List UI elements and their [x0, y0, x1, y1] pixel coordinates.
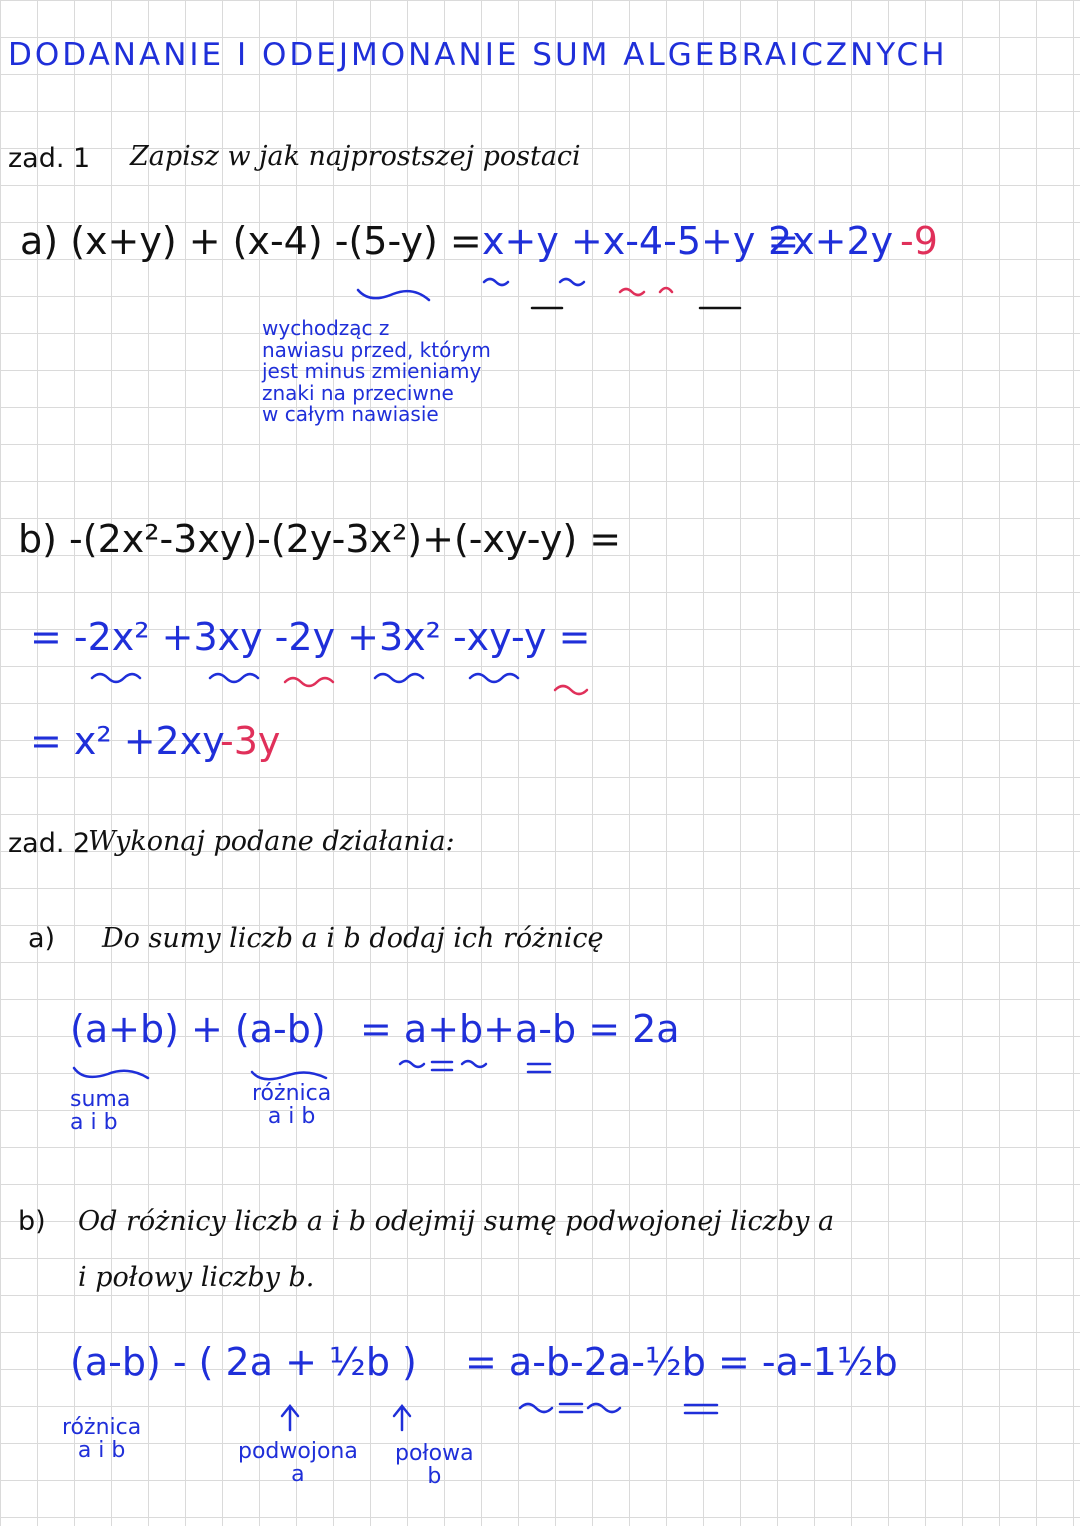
arrow-mark	[282, 1406, 298, 1430]
tilde-mark	[462, 1061, 486, 1067]
zad2-b-result: = a-b-2a-½b = -a-1½b	[465, 1340, 898, 1384]
zad1-a-result-constant: -9	[900, 219, 938, 263]
equals-mark	[432, 1062, 452, 1070]
tilde-mark	[620, 289, 644, 295]
zad1-instruction: Zapisz w jak najprostszej postaci	[130, 141, 581, 172]
arrow-mark	[394, 1406, 410, 1430]
zad2-a-expression: (a+b) + (a-b)	[70, 1007, 326, 1051]
brace-mark	[74, 1068, 148, 1078]
brace-mark	[358, 290, 429, 300]
page-title: DODANANIE I ODEJMONANIE SUM ALGEBRAICZNYCH	[8, 37, 948, 73]
zad1-a-note: wychodząc z nawiasu przed, którym jest minus zmieniamy znaki na przeciwne w całym nawiasie	[262, 316, 491, 427]
zad2-b-half-label: połowa b	[395, 1441, 474, 1490]
zad1-b-result-red: -3y	[220, 719, 281, 763]
zad2-b-task-line2: i połowy liczby b.	[78, 1262, 315, 1293]
tilde-mark	[210, 674, 258, 682]
zad2-a-sum-label: suma a i b	[70, 1087, 131, 1136]
zad2-a-task: Do sumy liczb a i b dodaj ich różnicę	[102, 923, 604, 954]
tilde-mark	[400, 1061, 424, 1067]
tilde-mark	[484, 279, 508, 285]
zad2-a-label: a)	[28, 923, 56, 954]
zad1-a-expression: a) (x+y) + (x-4) -(5-y) =	[20, 219, 482, 263]
zad2-b-expression: (a-b) - ( 2a + ½b )	[70, 1340, 417, 1384]
brace-mark	[252, 1072, 326, 1079]
tilde-mark	[660, 288, 672, 292]
zad2-label: zad. 2	[8, 828, 91, 859]
tilde-mark	[560, 279, 584, 285]
zad2-b-task-line1: Od różnicy liczb a i b odejmij sumę podwojonej liczby a	[78, 1206, 835, 1237]
tilde-mark	[375, 674, 423, 682]
zad1-a-expanded: x+y +x-4-5+y =	[482, 219, 800, 263]
zad1-a-result: 2x+2y	[768, 219, 894, 263]
zad1-b-expression: b) -(2x²-3xy)-(2y-3x²)+(-xy-y) =	[18, 517, 622, 561]
tilde-mark	[555, 686, 587, 694]
tilde-mark	[285, 678, 333, 686]
zad1-b-result: = x² +2xy	[30, 719, 225, 763]
zad2-b-diff-label: różnica a i b	[62, 1415, 142, 1464]
zad2-b-double-label: podwojona a	[238, 1439, 358, 1488]
zad1-label: zad. 1	[8, 143, 91, 174]
equals-mark	[685, 1405, 717, 1413]
zad2-a-result: = a+b+a-b = 2a	[360, 1007, 680, 1051]
equals-mark	[528, 1064, 550, 1072]
zad2-a-diff-label: różnica a i b	[252, 1081, 332, 1130]
zad1-b-step1: = -2x² +3xy -2y +3x² -xy-y =	[30, 615, 591, 659]
tilde-mark	[470, 674, 518, 682]
tilde-mark	[588, 1404, 620, 1412]
zad2-b-label: b)	[18, 1206, 46, 1237]
tilde-mark	[92, 674, 140, 682]
zad2-instruction: Wykonaj podane działania:	[88, 826, 455, 857]
tilde-mark	[520, 1404, 552, 1412]
equals-mark	[560, 1404, 582, 1412]
